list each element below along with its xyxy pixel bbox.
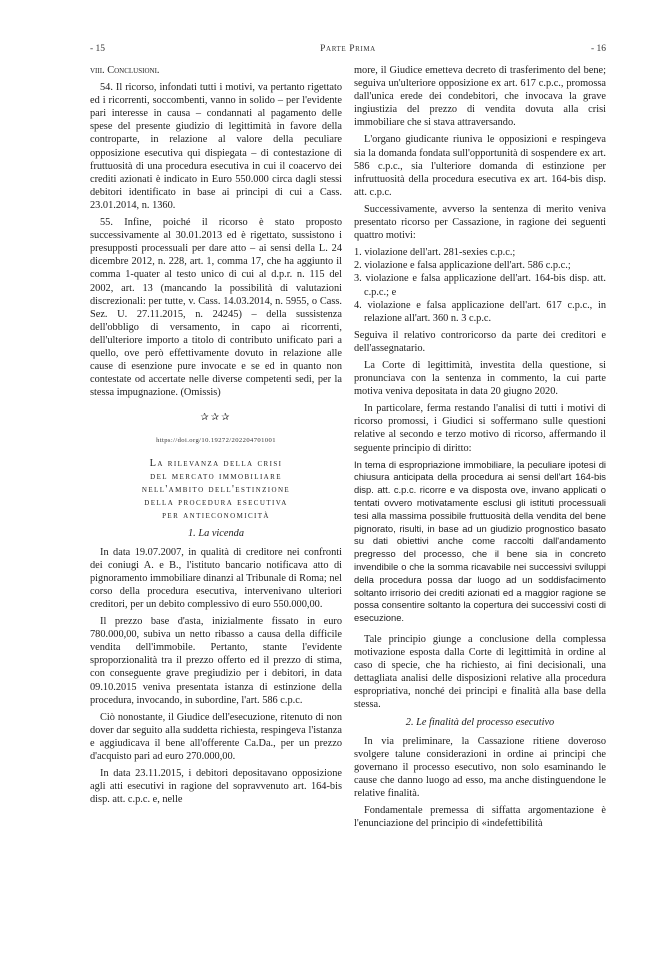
paragraph-premessa: Fondamentale premessa di siffatta argomentazione è l'enunciazione del principio di «indefettibilità	[354, 805, 606, 830]
paragraph-vicenda-3: Ciò nonostante, il Giudice dell'esecuzione, ritenuto di non dover dar seguito alla suddetta richiesta, respingeva l'istanza e aggiudicava il bene all'offerente Ca.Da., per un prezzo d'acquisto pari ad euro 270.000,00.	[90, 711, 342, 763]
article-title-line: per antieconomicità	[162, 510, 270, 522]
paragraph-controricorso: Seguiva il relativo controricorso da parte dei creditori e dell'assegnatario.	[354, 329, 606, 354]
section-heading-finalita: 2. Le finalità del processo esecutivo	[405, 716, 555, 728]
article-title-line: della procedura esecutiva	[144, 497, 288, 509]
paragraph-particolare: In particolare, ferma restando l'analisi di tutti i motivi di ricorso promossi, i Giudici si soffermano sulle questioni relative al secondo e terzo motivo di ricorso, affermando il seguente principio di diritto:	[354, 403, 606, 454]
article-title-line: nell'ambito dell'estinzione	[141, 483, 291, 495]
article-title-line: La rilevanza della crisi	[149, 457, 283, 469]
article-title-line: del mercato immobiliare	[150, 470, 282, 482]
paragraph-55: 55. Infine, poiché il ricorso è stato proposto successivamente al 30.01.2013 ed è rigettato, sussistono i presupposti processuali per dare atto – ai sensi della L. 24 dicembre 2012, n. 228, art. 1, comma 17, che ha aggiunto il comma 1-quater al testo unico di cui al d.p.r. n. 115 del 2002, art. 13 (mancando la possibilità di valutazioni discrezionali: per tutte, v. Cass. 14.03.2014, n. 5955, o Cass. Sez. U. 27.11.2015, n. 24245) – della sussistenza dell'obbligo di versamento, in capo ai ricorrenti, dell'ulteriore importo a titolo di contributo unificato pari a quello, ove però effettivamente dovuto in relazione alle cause di esenzione pure invocate e se ed in quanto non contestate od accertate nelle diverse competenti sedi, per la stessa impugnazione. (Omissis)	[90, 217, 342, 399]
running-title: Parte Prima	[320, 44, 376, 54]
paragraph-principio: Tale principio giunge a conclusione della complessa motivazione esposta dalla Corte di legittimità in ordine al caso di specie, che ha richiesto, ai fini decisionali, una dettagliata analisi delle disposizioni relative alla procedura espropriativa, nonché dei principi e finalità alla base della stessa.	[354, 633, 606, 711]
paragraph-54: 54. Il ricorso, infondati tutti i motivi, va pertanto rigettato ed i ricorrenti, soccombenti, vanno in solido – per l'evidente pari interesse in causa – condannati al pagamento delle spese del presente giudizio di legittimità in favore della controparte, in relazione al valore della peculiare opposizione esecutiva qui dispiegata – di contestazione di fruttuosità di una procedura esecutiva in cui il coacervo dei crediti azionati è indicato in Euro 550.000 circa dagli stessi debitori identificato in base ai principi di cui a Cass. 23.01.2014, n. 1360.	[90, 82, 342, 211]
list-item: 4. violazione e falsa applicazione dell'art. 617 c.p.c., in relazione all'art. 360 n. 3 c.p.c.	[354, 299, 606, 324]
paragraph-vicenda-1: In data 19.07.2007, in qualità di creditore nei confronti dei coniugi A. e B., l'istituto bancario notificava atto di pignoramento immobiliare dinanzi al Tribunale di Roma; nel corso della procedura esecutiva, intervenivano ulteriori creditori, per un debito complessivo di euro 550.000,00.	[90, 546, 342, 611]
paragraph-vicenda-4: In data 23.11.2015, i debitori depositavano opposizione agli atti esecutivi in ragione del sopravvenuto art. 164-bis disp. att. c.p.c. e, nelle	[90, 768, 342, 806]
motivi-list	[354, 246, 606, 325]
paragraph-continued: more, il Giudice emetteva decreto di trasferimento del bene; seguiva un'ulteriore opposizione ex art. 617 c.p.c., promossa dall'unica erede dei condebitori, che invocava la grave ingiustizia del prezzo di vendita dovuta alla crisi immobiliare che si stava attraversando.	[354, 65, 606, 129]
principle-of-law-quote: In tema di espropriazione immobiliare, la peculiare ipotesi di chiusura anticipata della procedura ai sensi dell'art 164-bis disp. att. c.p.c. ricorre e va disposta ove, invano applicati o tentati ovvero motivatamente esclusi gli istituti processuali tesi alla massima possibile fruttuosità della vendita del bene pignorato, risulti, in base ad un giudizio prognostico basato su dati obiettivi anche come raccolti dall'andamento pregresso del processo, che il bene sia in concreto invendibile o che la somma ricavabile nei successivi sviluppi della procedura possa dar luogo ad un soddisfacimento soltanto irrisorio dei crediti azionati ed a maggior ragione se possa consentire soltanto la copertura dei successivi costi di esecuzione.	[354, 458, 606, 624]
running-header	[90, 44, 606, 58]
page-number-right: - 16	[590, 44, 606, 54]
paragraph-corte: La Corte di legittimità, investita della questione, si pronunciava con la sentenza in commento, la cui parte motiva veniva depositata in data 20 giugno 2020.	[354, 359, 606, 398]
article-title	[90, 457, 342, 523]
paragraph-preliminare: In via preliminare, la Cassazione ritiene doveroso svolgere talune considerazioni in ordine ai principi che governano il processo esecutivo, non solo esaminando le cause che danno luogo ad esso, ma anche distinguendone le relative finalità.	[354, 735, 606, 800]
paragraph-ricorso: Successivamente, avverso la sentenza di merito veniva presentato ricorso per Cassazione, in ragione dei seguenti quattro motivi:	[354, 203, 606, 242]
list-item: 1. violazione dell'art. 281-sexies c.p.c.;	[354, 247, 516, 259]
right-column	[354, 64, 606, 834]
list-item: 2. violazione e falsa applicazione dell'art. 586 c.p.c.;	[354, 260, 571, 272]
list-item: 3. violazione e falsa applicazione dell'art. 164-bis disp. att. c.p.c.; e	[354, 273, 606, 298]
separator-stars: ✰✰✰	[200, 412, 232, 424]
section-heading-conclusioni: viii. Conclusioni.	[90, 65, 160, 76]
section-heading-vicenda: 1. La vicenda	[187, 527, 245, 539]
doi-link[interactable]: https://doi.org/10.19272/202204701001	[156, 437, 276, 445]
paragraph-riunione: L'organo giudicante riuniva le opposizioni e respingeva sia la domanda fondata sull'opportunità di sospendere ex art. 586 c.p.c., sia l'ulteriore domanda di estinzione per infruttuosità della procedura esecutiva ex art. 164-bis disp. att. c.p.c.	[354, 134, 606, 198]
left-column	[90, 64, 342, 810]
page-number-left: - 15	[90, 44, 106, 54]
paragraph-vicenda-2: Il prezzo base d'asta, inizialmente fissato in euro 780.000,00, subiva un netto ribasso a causa della difficile vendita dell'immobile. Pertanto, stante l'evidente sproporzionalità tra il prezzo offerto ed il prezzo di stima, con conseguente grave pregiudizio per i debitori, in data 09.10.2015 veniva presentata istanza di estinzione della procedura, invocando, in subordine, l'art. 586 c.p.c.	[90, 616, 342, 706]
